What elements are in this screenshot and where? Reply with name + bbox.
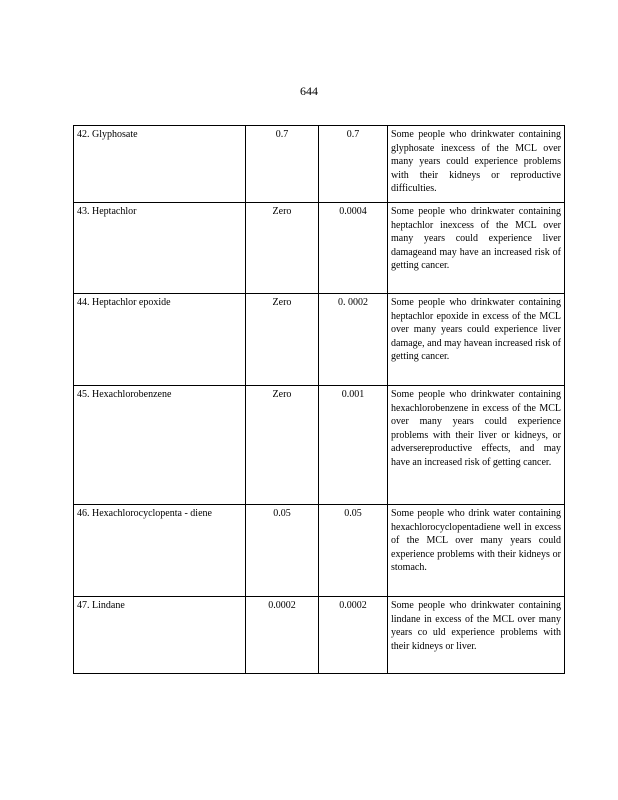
health-effects: Some people who drinkwater containing heptachlor epoxide in excess of the MCL over many years could experience liver damage, and may havean increased risk of getting cancer.: [388, 294, 565, 386]
page-number: 644: [300, 84, 318, 98]
health-effects: Some people who drink water containing hexachlorocyclopentadiene well in excess of the MCL over many years could experience problems with their kidneys or stomach.: [388, 505, 565, 597]
contaminant-name: 46. Hexachlorocyclopenta - diene: [74, 505, 246, 597]
contaminants-table: [73, 125, 565, 674]
mcl-value: 0. 0002: [319, 294, 388, 386]
health-effects: Some people who drinkwater containing heptachlor inexcess of the MCL over many years could experience liver damageand may have an increased risk of getting cancer.: [388, 203, 565, 294]
mclg-value: Zero: [246, 294, 319, 386]
mcl-value: 0.0002: [319, 597, 388, 674]
health-effects: Some people who drinkwater containing glyphosate inexcess of the MCL over many years could experience problems with their kidneys or reproductive difficulties.: [388, 126, 565, 203]
contaminant-name: 43. Heptachlor: [74, 203, 246, 294]
health-effects: Some people who drinkwater containing hexachlorobenzene in excess of the MCL over many years could experience problems with their liver or kidneys, or adversereproductive effects, and may have an increased risk of getting cancer.: [388, 386, 565, 505]
contaminant-name: 42. Glyphosate: [74, 126, 246, 203]
mclg-value: Zero: [246, 203, 319, 294]
table-row: [74, 294, 565, 386]
mclg-value: 0.0002: [246, 597, 319, 674]
mcl-value: 0.05: [319, 505, 388, 597]
mclg-value: 0.05: [246, 505, 319, 597]
contaminant-name: 47. Lindane: [74, 597, 246, 674]
contaminant-name: 44. Heptachlor epoxide: [74, 294, 246, 386]
mcl-value: 0.0004: [319, 203, 388, 294]
health-effects: Some people who drinkwater containing lindane in excess of the MCL over many years co uld experience problems with their kidneys or liver.: [388, 597, 565, 674]
mclg-value: 0.7: [246, 126, 319, 203]
table-row: [74, 505, 565, 597]
table-row: [74, 386, 565, 505]
table-row: [74, 203, 565, 294]
mcl-value: 0.001: [319, 386, 388, 505]
mcl-value: 0.7: [319, 126, 388, 203]
table-row: [74, 597, 565, 674]
contaminant-name: 45. Hexachlorobenzene: [74, 386, 246, 505]
table-row: [74, 126, 565, 203]
mclg-value: Zero: [246, 386, 319, 505]
